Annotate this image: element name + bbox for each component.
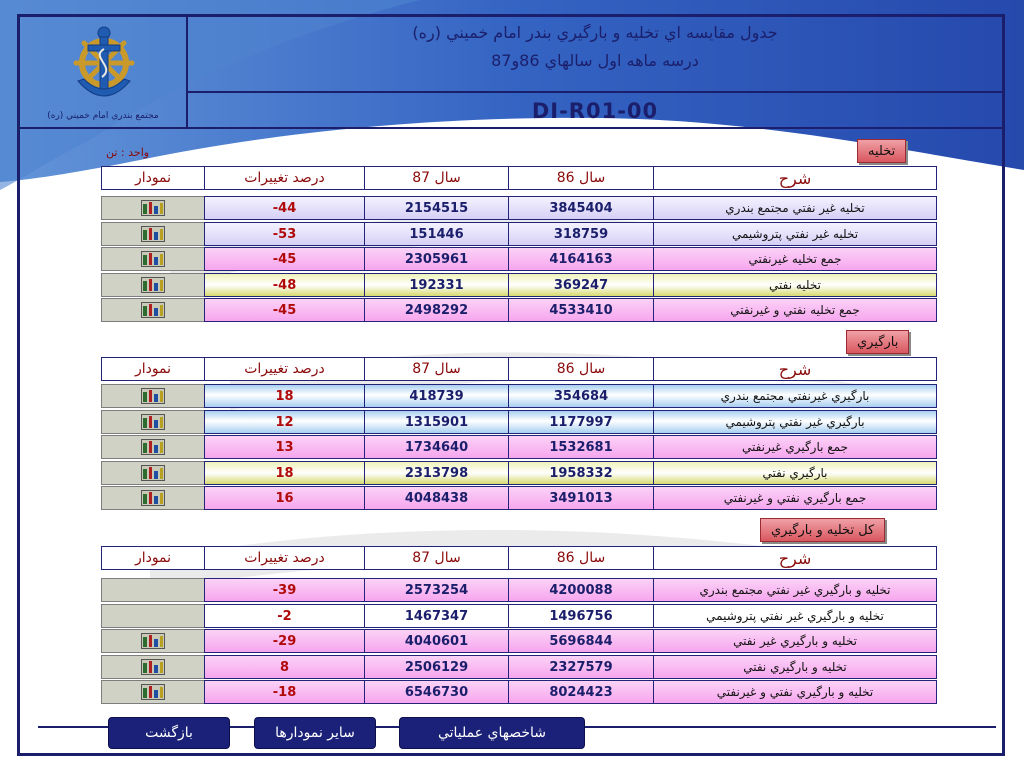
chart-icon-bar bbox=[160, 280, 164, 291]
year-87-cell: 151446 bbox=[364, 222, 509, 246]
other-charts-button[interactable]: ساير نمودارها bbox=[254, 717, 376, 749]
chart-icon-bar bbox=[160, 468, 164, 479]
column-header-year-86: سال 86 bbox=[508, 546, 654, 570]
column-header-description: شرح bbox=[653, 166, 937, 190]
chart-icon-bar bbox=[154, 496, 158, 504]
percent-change-cell: -29 bbox=[204, 629, 365, 653]
table-header-row bbox=[101, 546, 939, 570]
chart-icon-bar bbox=[149, 416, 153, 428]
chart-cell bbox=[101, 629, 205, 653]
chart-cell bbox=[101, 435, 205, 459]
year-87-cell: 2313798 bbox=[364, 461, 509, 485]
chart-icon-bar bbox=[149, 441, 153, 453]
description-cell: بارگيري نفتي bbox=[653, 461, 937, 485]
chart-cell bbox=[101, 655, 205, 679]
table-header-row bbox=[101, 357, 939, 381]
column-header-percent: درصد تغييرات bbox=[204, 546, 365, 570]
chart-icon-bar bbox=[149, 635, 153, 647]
chart-icon-bar bbox=[154, 206, 158, 214]
chart-icon-bar bbox=[149, 390, 153, 402]
chart-icon-bar bbox=[149, 686, 153, 698]
bar-chart-icon[interactable] bbox=[141, 251, 165, 267]
chart-icon-bar bbox=[143, 281, 147, 291]
chart-cell bbox=[101, 461, 205, 485]
year-86-cell: 1532681 bbox=[508, 435, 654, 459]
bar-chart-icon[interactable] bbox=[141, 439, 165, 455]
operational-indicators-button[interactable]: شاخصهاي عملياتي bbox=[399, 717, 585, 749]
chart-icon-bar bbox=[154, 665, 158, 673]
logo-caption: مجتمع بندري امام خميني (ره) bbox=[47, 111, 159, 121]
table-row bbox=[101, 298, 939, 322]
year-87-cell: 4040601 bbox=[364, 629, 509, 653]
table-row bbox=[101, 461, 939, 485]
year-86-cell: 1958332 bbox=[508, 461, 654, 485]
bar-chart-icon[interactable] bbox=[141, 633, 165, 649]
percent-change-cell: 8 bbox=[204, 655, 365, 679]
column-header-year-86: سال 86 bbox=[508, 166, 654, 190]
column-header-description: شرح bbox=[653, 357, 937, 381]
chart-icon-bar bbox=[154, 283, 158, 291]
year-86-cell: 4200088 bbox=[508, 578, 654, 602]
description-cell: تخليه و بارگيري غير نفتي bbox=[653, 629, 937, 653]
chart-icon-bar bbox=[143, 306, 147, 316]
bar-chart-icon[interactable] bbox=[141, 200, 165, 216]
percent-change-cell: -39 bbox=[204, 578, 365, 602]
table-row bbox=[101, 273, 939, 297]
table-row bbox=[101, 680, 939, 704]
column-header-chart: نمودار bbox=[101, 546, 205, 570]
chart-icon-bar bbox=[154, 445, 158, 453]
year-87-cell: 2573254 bbox=[364, 578, 509, 602]
year-86-cell: 4164163 bbox=[508, 247, 654, 271]
description-cell: جمع تخليه نفتي و غيرنفتي bbox=[653, 298, 937, 322]
year-87-cell: 2498292 bbox=[364, 298, 509, 322]
column-header-year-86: سال 86 bbox=[508, 357, 654, 381]
chart-cell bbox=[101, 604, 205, 628]
chart-icon-bar bbox=[149, 202, 153, 214]
bar-chart-icon[interactable] bbox=[141, 465, 165, 481]
table-row bbox=[101, 604, 939, 628]
table-row bbox=[101, 578, 939, 602]
column-header-chart: نمودار bbox=[101, 166, 205, 190]
year-86-cell: 8024423 bbox=[508, 680, 654, 704]
percent-change-cell: -53 bbox=[204, 222, 365, 246]
chart-icon-bar bbox=[143, 392, 147, 402]
year-86-cell: 318759 bbox=[508, 222, 654, 246]
chart-icon-bar bbox=[149, 304, 153, 316]
chart-icon-bar bbox=[154, 308, 158, 316]
description-cell: تخليه و بارگيري نفتي و غيرنفتي bbox=[653, 680, 937, 704]
column-header-year-87: سال 87 bbox=[364, 546, 509, 570]
chart-icon-bar bbox=[160, 203, 164, 214]
column-header-percent: درصد تغييرات bbox=[204, 357, 365, 381]
chart-icon-bar bbox=[154, 257, 158, 265]
table-row bbox=[101, 384, 939, 408]
chart-icon-bar bbox=[149, 279, 153, 291]
page-subtitle: درسه ماهه اول سالهاي 86و87 bbox=[491, 51, 699, 70]
chart-icon-bar bbox=[160, 305, 164, 316]
chart-icon-bar bbox=[143, 469, 147, 479]
chart-icon-bar bbox=[154, 394, 158, 402]
chart-icon-bar bbox=[143, 494, 147, 504]
description-cell: جمع بارگيري نفتي و غيرنفتي bbox=[653, 486, 937, 510]
year-87-cell: 1315901 bbox=[364, 410, 509, 434]
description-cell: بارگيري غيرنفتي مجتمع بندري bbox=[653, 384, 937, 408]
description-cell: تخليه و بارگيري غير نفتي مجتمع بندري bbox=[653, 578, 937, 602]
chart-icon-bar bbox=[149, 253, 153, 265]
percent-change-cell: 18 bbox=[204, 461, 365, 485]
chart-cell bbox=[101, 222, 205, 246]
chart-icon-bar bbox=[149, 492, 153, 504]
chart-cell bbox=[101, 298, 205, 322]
chart-icon-bar bbox=[149, 228, 153, 240]
chart-icon-bar bbox=[154, 232, 158, 240]
chart-icon-bar bbox=[160, 254, 164, 265]
chart-icon-bar bbox=[160, 636, 164, 647]
chart-cell bbox=[101, 486, 205, 510]
bar-chart-icon[interactable] bbox=[141, 226, 165, 242]
chart-cell bbox=[101, 680, 205, 704]
section-tag-total: کل تخليه و بارگيري bbox=[760, 518, 885, 542]
back-button[interactable]: بازگشت bbox=[108, 717, 230, 749]
column-header-year-87: سال 87 bbox=[364, 166, 509, 190]
bar-chart-icon[interactable] bbox=[141, 277, 165, 293]
description-cell: جمع تخليه غيرنفتي bbox=[653, 247, 937, 271]
chart-icon-bar bbox=[143, 443, 147, 453]
chart-cell bbox=[101, 384, 205, 408]
column-header-percent: درصد تغييرات bbox=[204, 166, 365, 190]
chart-icon-bar bbox=[160, 493, 164, 504]
year-87-cell: 4048438 bbox=[364, 486, 509, 510]
chart-cell bbox=[101, 247, 205, 271]
percent-change-cell: 13 bbox=[204, 435, 365, 459]
bar-chart-icon[interactable] bbox=[141, 659, 165, 675]
chart-icon-bar bbox=[143, 230, 147, 240]
percent-change-cell: 12 bbox=[204, 410, 365, 434]
chart-icon-bar bbox=[143, 637, 147, 647]
table-row bbox=[101, 435, 939, 459]
bar-chart-icon[interactable] bbox=[141, 490, 165, 506]
year-86-cell: 3845404 bbox=[508, 196, 654, 220]
chart-icon-bar bbox=[160, 229, 164, 240]
title-box bbox=[188, 17, 1002, 93]
chart-icon-bar bbox=[149, 467, 153, 479]
description-cell: تخليه غير نفتي پتروشيمي bbox=[653, 222, 937, 246]
year-86-cell: 2327579 bbox=[508, 655, 654, 679]
description-cell: تخليه و بارگيري نفتي bbox=[653, 655, 937, 679]
chart-icon-bar bbox=[143, 255, 147, 265]
year-86-cell: 5696844 bbox=[508, 629, 654, 653]
percent-change-cell: -18 bbox=[204, 680, 365, 704]
chart-icon-bar bbox=[154, 471, 158, 479]
chart-cell bbox=[101, 273, 205, 297]
table-row bbox=[101, 410, 939, 434]
bar-chart-icon[interactable] bbox=[141, 388, 165, 404]
chart-cell bbox=[101, 578, 205, 602]
column-header-description: شرح bbox=[653, 546, 937, 570]
logo-box bbox=[20, 17, 188, 129]
description-cell: جمع بارگيري غيرنفتي bbox=[653, 435, 937, 459]
column-header-chart: نمودار bbox=[101, 357, 205, 381]
table-row bbox=[101, 629, 939, 653]
document-code: DI-R01-00 bbox=[188, 93, 1002, 129]
table-header-row bbox=[101, 166, 939, 190]
bar-chart-icon[interactable] bbox=[141, 414, 165, 430]
description-cell: تخليه نفتي bbox=[653, 273, 937, 297]
percent-change-cell: -2 bbox=[204, 604, 365, 628]
table-row bbox=[101, 222, 939, 246]
table-row bbox=[101, 486, 939, 510]
chart-icon-bar bbox=[143, 204, 147, 214]
table-row bbox=[101, 655, 939, 679]
year-87-cell: 1734640 bbox=[364, 435, 509, 459]
year-86-cell: 354684 bbox=[508, 384, 654, 408]
chart-icon-bar bbox=[143, 688, 147, 698]
description-cell: بارگيري غير نفتي پتروشيمي bbox=[653, 410, 937, 434]
chart-icon-bar bbox=[149, 661, 153, 673]
year-86-cell: 3491013 bbox=[508, 486, 654, 510]
chart-icon-bar bbox=[143, 418, 147, 428]
year-87-cell: 2506129 bbox=[364, 655, 509, 679]
table-row bbox=[101, 196, 939, 220]
chart-icon-bar bbox=[160, 417, 164, 428]
description-cell: تخليه غير نفتي مجتمع بندري bbox=[653, 196, 937, 220]
chart-icon-bar bbox=[154, 690, 158, 698]
chart-icon-bar bbox=[154, 639, 158, 647]
unit-label: واحد : تن bbox=[106, 146, 150, 159]
chart-icon-bar bbox=[154, 420, 158, 428]
section-tag-loading: بارگيري bbox=[846, 330, 909, 354]
percent-change-cell: 18 bbox=[204, 384, 365, 408]
column-header-year-87: سال 87 bbox=[364, 357, 509, 381]
year-86-cell: 369247 bbox=[508, 273, 654, 297]
section-tag-unloading: تخليه bbox=[857, 139, 906, 163]
bar-chart-icon[interactable] bbox=[141, 302, 165, 318]
percent-change-cell: -44 bbox=[204, 196, 365, 220]
year-87-cell: 2305961 bbox=[364, 247, 509, 271]
percent-change-cell: -45 bbox=[204, 298, 365, 322]
year-87-cell: 6546730 bbox=[364, 680, 509, 704]
year-86-cell: 1177997 bbox=[508, 410, 654, 434]
year-86-cell: 1496756 bbox=[508, 604, 654, 628]
year-87-cell: 2154515 bbox=[364, 196, 509, 220]
percent-change-cell: -45 bbox=[204, 247, 365, 271]
page-title: جدول مقايسه اي تخليه و بارگيري بندر امام خميني (ره) bbox=[412, 23, 778, 42]
description-cell: تخليه و بارگيري غير نفتي پتروشيمي bbox=[653, 604, 937, 628]
anchor-logo-icon bbox=[20, 19, 188, 115]
percent-change-cell: -48 bbox=[204, 273, 365, 297]
table-row bbox=[101, 247, 939, 271]
year-87-cell: 192331 bbox=[364, 273, 509, 297]
chart-icon-bar bbox=[160, 391, 164, 402]
year-87-cell: 1467347 bbox=[364, 604, 509, 628]
percent-change-cell: 16 bbox=[204, 486, 365, 510]
year-87-cell: 418739 bbox=[364, 384, 509, 408]
chart-cell bbox=[101, 410, 205, 434]
chart-icon-bar bbox=[160, 662, 164, 673]
year-86-cell: 4533410 bbox=[508, 298, 654, 322]
bar-chart-icon[interactable] bbox=[141, 684, 165, 700]
chart-icon-bar bbox=[160, 442, 164, 453]
chart-cell bbox=[101, 196, 205, 220]
chart-icon-bar bbox=[160, 687, 164, 698]
chart-icon-bar bbox=[143, 663, 147, 673]
